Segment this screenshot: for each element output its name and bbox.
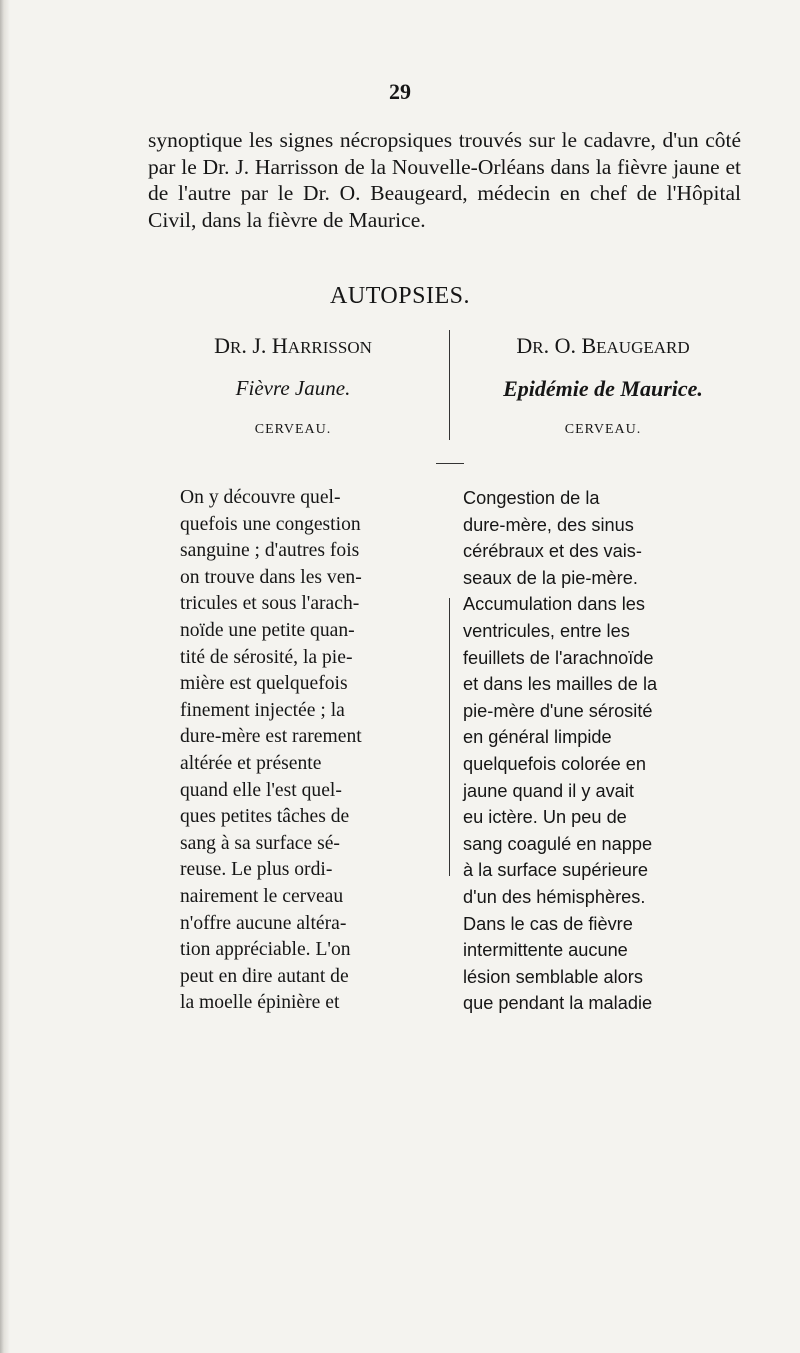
text-line: d'un des hémisphères. bbox=[463, 886, 646, 907]
left-body-text bbox=[180, 485, 435, 1017]
left-doctor-surname-sc: ARRISSON bbox=[287, 338, 372, 357]
text-line: n'offre aucune altéra- bbox=[180, 912, 347, 934]
section-separator bbox=[436, 463, 464, 464]
text-line: tricules et sous l'arach- bbox=[180, 593, 360, 615]
text-line: On y découvre quel- bbox=[180, 487, 341, 508]
text-line: et dans les mailles de la bbox=[463, 674, 658, 695]
text-line: cérébraux et des vais- bbox=[463, 541, 642, 562]
text-line: Accumulation dans les bbox=[463, 594, 645, 615]
text-line: à la surface supérieure bbox=[463, 860, 649, 881]
intro-line: l'autre par le Dr. O. Beaugeard, médecin en bbox=[178, 181, 581, 206]
text-line: quefois une congestion bbox=[180, 513, 361, 535]
text-line: peut en dire autant de bbox=[180, 965, 349, 987]
column-divider-top bbox=[449, 330, 450, 440]
text-line: altérée et présente bbox=[180, 752, 322, 774]
text-line: tion appréciable. L'on bbox=[180, 939, 351, 961]
section-title: AUTOPSIES. bbox=[330, 283, 470, 309]
text-line: seaux de la pie-mère. bbox=[463, 567, 638, 588]
left-doctor-name bbox=[148, 333, 438, 359]
text-line: on trouve dans les ven- bbox=[180, 566, 362, 588]
left-doctor-middle: . J. H bbox=[241, 333, 288, 358]
text-line: finement injectée ; la bbox=[180, 699, 345, 721]
text-line: eu ictère. Un peu de bbox=[463, 807, 627, 828]
text-line: quelquefois colorée en bbox=[463, 753, 647, 774]
text-line: pie-mère d'une sérosité bbox=[463, 700, 653, 721]
text-line: Congestion de la bbox=[463, 488, 600, 508]
text-line: que pendant la maladie bbox=[463, 993, 653, 1014]
intro-line: chef de l'Hôpital Civil, dans la fièvre de Maurice. bbox=[148, 181, 742, 232]
text-line: nairement le cerveau bbox=[180, 885, 344, 907]
right-doctor-surname-sc: EAUGEARD bbox=[596, 338, 690, 357]
left-organ-heading: CERVEAU. bbox=[254, 422, 332, 437]
left-doctor-prefix: D bbox=[214, 333, 230, 358]
right-doctor-name bbox=[458, 333, 748, 359]
text-line: quand elle l'est quel- bbox=[180, 779, 342, 801]
text-line: mière est quelquefois bbox=[180, 673, 348, 695]
intro-paragraph bbox=[148, 127, 741, 233]
text-line: dure-mère, des sinus bbox=[463, 514, 634, 535]
right-doctor-middle: . O. B bbox=[543, 333, 597, 358]
text-line: ventricules, entre les bbox=[463, 620, 630, 641]
text-line: dure-mère est rarement bbox=[180, 726, 362, 748]
right-disease: Epidémie de Maurice. bbox=[503, 376, 703, 401]
left-doctor-prefix-sc: R bbox=[230, 338, 242, 357]
column-divider-bottom bbox=[449, 598, 450, 876]
text-line: la moelle épinière et bbox=[180, 992, 340, 1014]
text-line: lésion semblable alors bbox=[463, 966, 643, 987]
text-line: sang coagulé en nappe bbox=[463, 833, 653, 854]
text-line: Dans le cas de fièvre bbox=[463, 913, 633, 934]
intro-line: la Nouvelle-Orléans dans la fièvre jaune et de bbox=[148, 154, 741, 206]
intro-line: synoptique les signes nécropsiques trouvés sur bbox=[148, 128, 555, 152]
text-line: intermittente aucune bbox=[463, 940, 628, 961]
text-line: sanguine ; d'autres fois bbox=[180, 540, 360, 562]
page-edge-shadow bbox=[0, 0, 10, 1353]
page-number: 29 bbox=[389, 79, 411, 104]
text-line: tité de sérosité, la pie- bbox=[180, 646, 353, 668]
text-line: feuillets de l'arachnoïde bbox=[463, 647, 654, 668]
right-organ-heading: CERVEAU. bbox=[564, 422, 642, 437]
text-line: en général limpide bbox=[463, 727, 612, 748]
text-line: noïde une petite quan- bbox=[180, 619, 355, 641]
text-line: jaune quand il y avait bbox=[463, 780, 634, 801]
right-doctor-prefix-sc: R bbox=[532, 338, 544, 357]
text-line: ques petites tâches de bbox=[180, 806, 350, 828]
right-doctor-prefix: D bbox=[516, 333, 533, 358]
left-disease: Fièvre Jaune. bbox=[235, 376, 351, 400]
right-body-text bbox=[463, 485, 740, 1017]
text-line: sang à sa surface sé- bbox=[180, 832, 340, 854]
intro-line: le cadavre, d'un côté par le Dr. J. Harrisson de bbox=[148, 128, 742, 179]
text-line: reuse. Le plus ordi- bbox=[180, 859, 333, 881]
